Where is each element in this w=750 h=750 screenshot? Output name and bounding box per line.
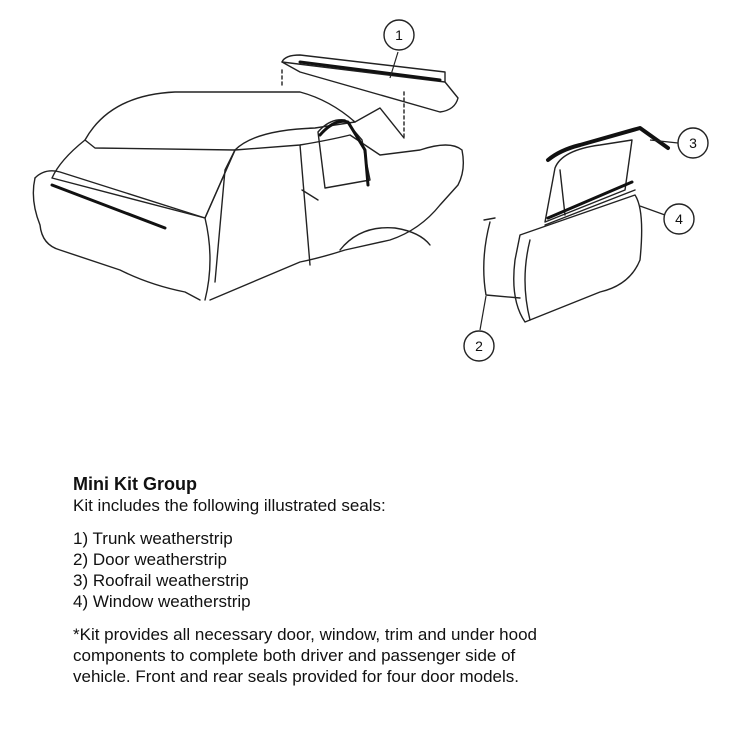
seal-item-trunk: 1) Trunk weatherstrip <box>73 529 233 548</box>
kit-legend <box>73 474 713 687</box>
kit-note: *Kit provides all necessary door, window, trim and under hood components to complete both driver and passenger side of vehicle. Front and rear seals provided for four door models. <box>73 625 537 686</box>
car-body <box>33 70 463 300</box>
callout-2 <box>464 331 494 361</box>
seal-list <box>73 528 713 612</box>
svg-text:3: 3 <box>689 135 697 151</box>
seal-item-window: 4) Window weatherstrip <box>73 592 251 611</box>
door-exploded-illustration <box>484 128 668 322</box>
legend-intro: Kit includes the following illustrated seals: <box>73 496 386 515</box>
callout-3 <box>678 128 708 158</box>
svg-text:1: 1 <box>395 27 403 43</box>
callout-1 <box>384 20 414 50</box>
legend-title: Mini Kit Group <box>73 474 197 494</box>
trunk-weatherstrip-illustration <box>282 55 458 112</box>
svg-text:2: 2 <box>475 338 483 354</box>
callout-4 <box>664 204 694 234</box>
leader-lines <box>390 52 678 330</box>
seal-item-door: 2) Door weatherstrip <box>73 550 228 569</box>
svg-text:4: 4 <box>675 211 683 227</box>
seal-item-roofrail: 3) Roofrail weatherstrip <box>73 571 249 590</box>
